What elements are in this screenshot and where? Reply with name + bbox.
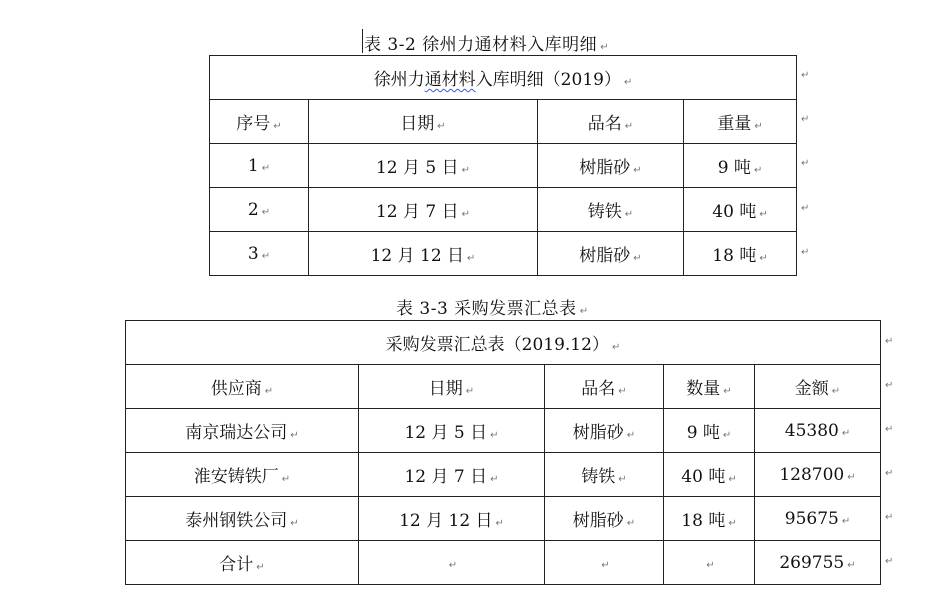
table-cell: 9 吨 ↵ [684, 144, 797, 188]
table-row [126, 453, 881, 497]
header-cell: 日期 ↵ [309, 100, 538, 144]
table-header-row [126, 365, 881, 409]
purchase-invoice-summary-table [125, 320, 881, 585]
header-cell: 序号 ↵ [210, 100, 309, 144]
table-row [210, 232, 797, 276]
header-cell: 金额 ↵ [755, 365, 881, 409]
table1-title: 徐州力通材料入库明细（2019） ↵ [210, 56, 797, 100]
header-cell: 品名 ↵ [538, 100, 684, 144]
table-cell: 淮安铸铁厂 ↵ [126, 453, 359, 497]
table-cell: 2 ↵ [210, 188, 309, 232]
table-cell: 铸铁 ↵ [538, 188, 684, 232]
row-end-mark-icon: ↵ [801, 247, 810, 258]
table-cell: 18 吨 ↵ [684, 232, 797, 276]
table-title-row [126, 321, 881, 365]
row-end-mark-icon: ↵ [801, 70, 810, 81]
table-cell: 树脂砂 ↵ [545, 409, 664, 453]
table-cell: 树脂砂 ↵ [545, 497, 664, 541]
row-end-mark-icon: ↵ [885, 468, 894, 479]
table-cell: ↵ [545, 541, 664, 585]
header-cell: 品名 ↵ [545, 365, 664, 409]
inbound-detail-table [209, 55, 797, 276]
table-cell: 9 吨 ↵ [664, 409, 755, 453]
table-row [210, 144, 797, 188]
table-cell: 12 月 12 日 ↵ [309, 232, 538, 276]
table-cell: 南京瑞达公司 ↵ [126, 409, 359, 453]
table1-caption-text: 表 3-2 徐州力通材料入库明细 [364, 35, 598, 55]
table1-caption [364, 30, 609, 55]
table-cell: 40 吨 ↵ [664, 453, 755, 497]
table-cell: 12 月 5 日 ↵ [309, 144, 538, 188]
table-cell: 树脂砂 ↵ [538, 232, 684, 276]
text-cursor [362, 29, 363, 53]
total-label-cell: 合计 ↵ [126, 541, 359, 585]
row-end-mark-icon: ↵ [801, 158, 810, 169]
row-end-mark-icon: ↵ [885, 424, 894, 435]
paragraph-mark-icon: ↵ [600, 42, 610, 53]
table-cell: ↵ [664, 541, 755, 585]
table-title-row [210, 56, 797, 100]
table-cell: 95675 ↵ [755, 497, 881, 541]
table-cell: 泰州钢铁公司 ↵ [126, 497, 359, 541]
table-cell: 128700 ↵ [755, 453, 881, 497]
table-row [126, 497, 881, 541]
header-cell: 供应商 ↵ [126, 365, 359, 409]
row-end-mark-icon: ↵ [885, 380, 894, 391]
table-cell: 12 月 12 日 ↵ [359, 497, 545, 541]
row-end-mark-icon: ↵ [801, 203, 810, 214]
table-row [210, 188, 797, 232]
header-cell: 日期 ↵ [359, 365, 545, 409]
table-cell: 45380 ↵ [755, 409, 881, 453]
table-cell: 铸铁 ↵ [545, 453, 664, 497]
row-end-mark-icon: ↵ [885, 336, 894, 347]
table2-caption: 表 3-3 采购发票汇总表 ↵ [396, 299, 589, 319]
table-cell: 18 吨 ↵ [664, 497, 755, 541]
table-cell: 3 ↵ [210, 232, 309, 276]
header-cell: 重量 ↵ [684, 100, 797, 144]
table2-title: 采购发票汇总表（2019.12） ↵ [126, 321, 881, 365]
table-cell: 12 月 5 日 ↵ [359, 409, 545, 453]
table2-caption-text: 表 3-3 采购发票汇总表 [396, 299, 577, 319]
table-cell: 1 ↵ [210, 144, 309, 188]
table-cell: 树脂砂 ↵ [538, 144, 684, 188]
table-cell: 12 月 7 日 ↵ [309, 188, 538, 232]
header-cell: 数量 ↵ [664, 365, 755, 409]
total-row [126, 541, 881, 585]
table-row [126, 409, 881, 453]
table-cell: ↵ [359, 541, 545, 585]
total-amount-cell: 269755 ↵ [755, 541, 881, 585]
table-header-row [210, 100, 797, 144]
row-end-mark-icon: ↵ [801, 114, 810, 125]
row-end-mark-icon: ↵ [885, 512, 894, 523]
table-cell: 12 月 7 日 ↵ [359, 453, 545, 497]
row-end-mark-icon: ↵ [885, 556, 894, 567]
table-cell: 40 吨 ↵ [684, 188, 797, 232]
spellcheck-underline: 通材料 [424, 70, 476, 90]
